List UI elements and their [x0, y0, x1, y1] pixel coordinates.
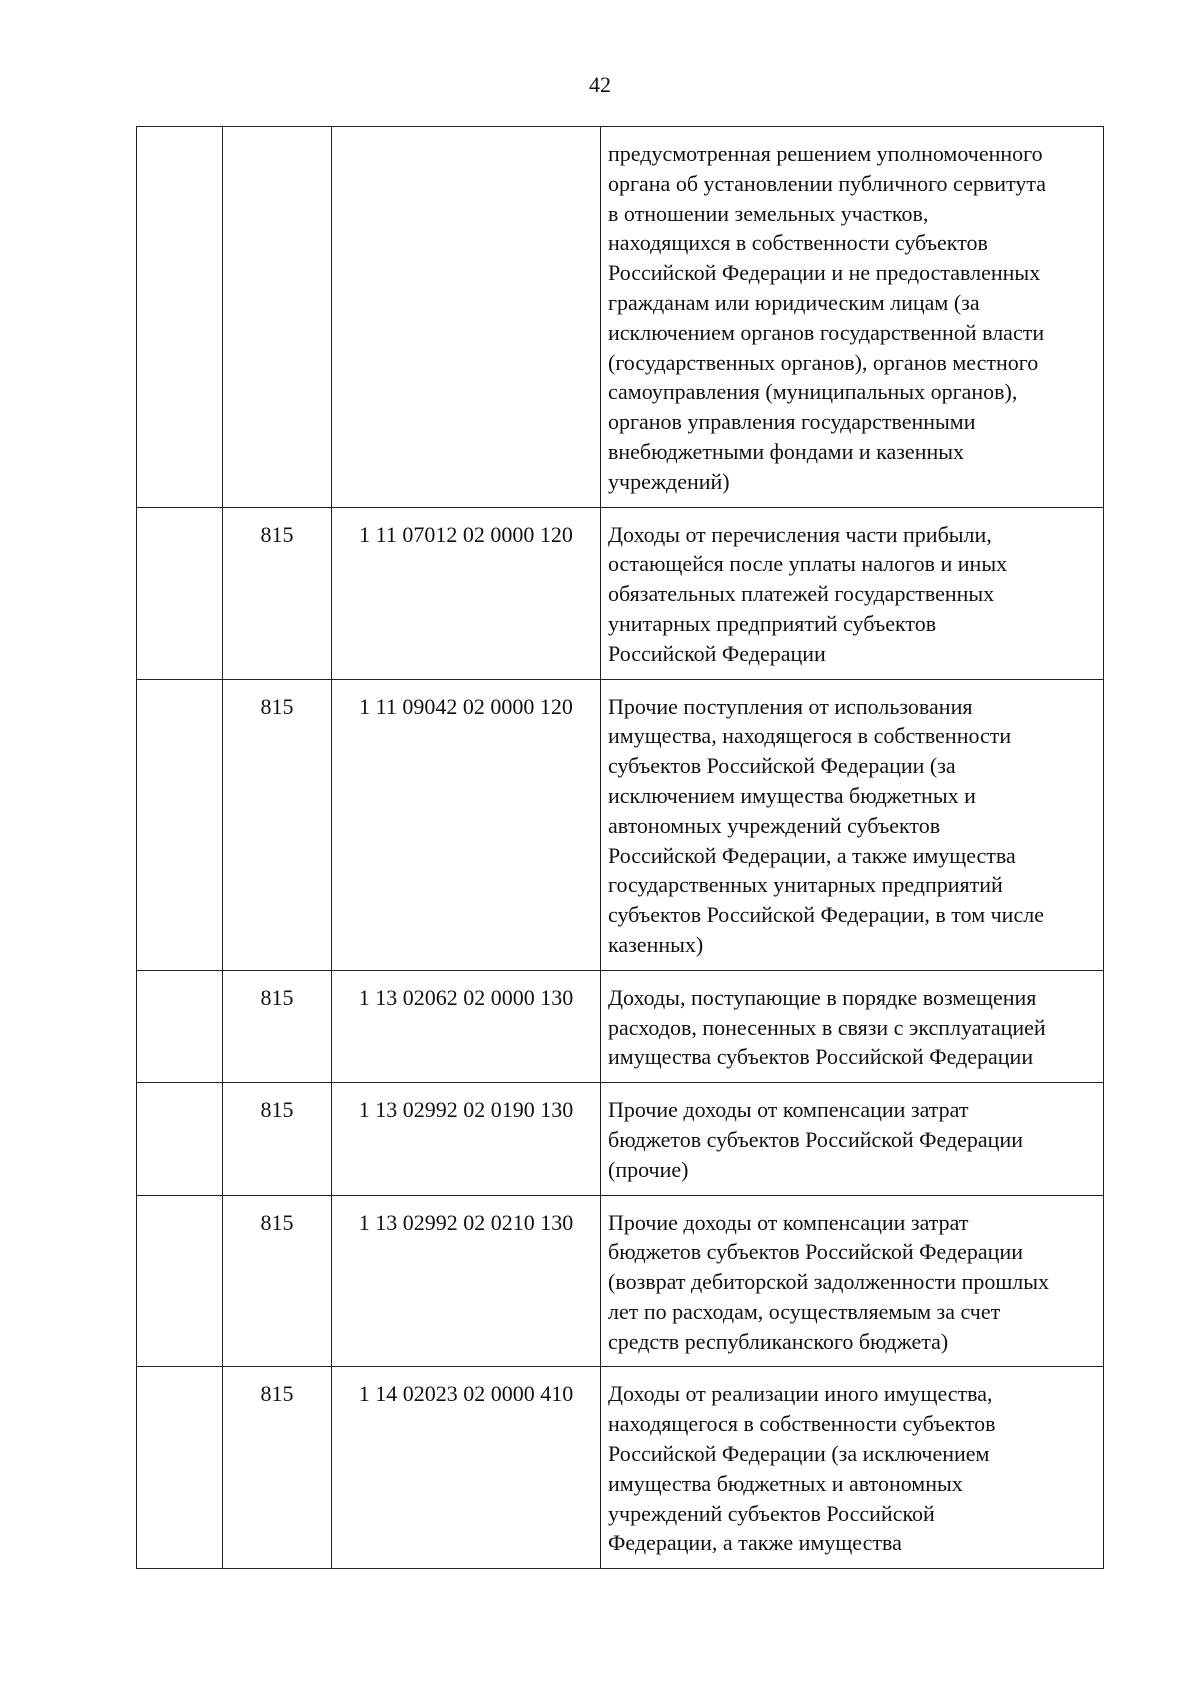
description-line: Федерации, а также имущества — [608, 1530, 902, 1556]
administrator-code-cell: 815 — [223, 679, 332, 970]
description-line: Российской Федерации и не предоставленных — [608, 260, 1041, 286]
row-number-cell — [137, 127, 223, 508]
description-line: находящихся в собственности субъектов — [608, 230, 988, 256]
description-line: внебюджетными фондами и казенных — [608, 438, 965, 464]
table-row — [137, 679, 1104, 970]
description-line: (государственных органов), органов местного — [608, 349, 1039, 375]
budget-classification-code-cell: 1 13 02062 02 0000 130 — [332, 970, 601, 1082]
row-number-cell — [137, 1195, 223, 1367]
revenue-description-cell — [601, 507, 1104, 679]
revenue-description-cell — [601, 1083, 1104, 1195]
row-number-cell — [137, 1367, 223, 1569]
description-line: имущества бюджетных и автономных — [608, 1470, 963, 1496]
administrator-code-cell — [223, 127, 332, 508]
description-line: средств республиканского бюджета) — [608, 1328, 949, 1354]
description-line: учреждений субъектов Российской — [608, 1500, 935, 1526]
description-line: Российской Федерации — [608, 640, 826, 666]
administrator-code-cell: 815 — [223, 1083, 332, 1195]
description-line: учреждений) — [608, 468, 730, 494]
budget-classification-code-cell — [332, 127, 601, 508]
description-line: Российской Федерации, а также имущества — [608, 842, 1016, 868]
table-row — [137, 1367, 1104, 1569]
description-line: исключением имущества бюджетных и — [608, 782, 976, 808]
description-line: субъектов Российской Федерации (за — [608, 753, 956, 779]
table-row — [137, 127, 1104, 508]
administrator-code-cell: 815 — [223, 1195, 332, 1367]
description-line: лет по расходам, осуществляемым за счет — [608, 1298, 1001, 1324]
description-line: (прочие) — [608, 1156, 689, 1182]
description-line: органа об установлении публичного сервитута — [608, 170, 1046, 196]
administrator-code-cell: 815 — [223, 507, 332, 679]
description-line: унитарных предприятий субъектов — [608, 610, 937, 636]
administrator-code-cell: 815 — [223, 1367, 332, 1569]
budget-classification-code-cell: 1 13 02992 02 0210 130 — [332, 1195, 601, 1367]
description-line: самоуправления (муниципальных органов), — [608, 379, 1018, 405]
description-line: гражданам или юридическим лицам (за — [608, 289, 980, 315]
budget-classification-code-cell: 1 11 09042 02 0000 120 — [332, 679, 601, 970]
row-number-cell — [137, 507, 223, 679]
revenue-description-cell — [601, 1367, 1104, 1569]
description-line: в отношении земельных участков, — [608, 200, 929, 226]
row-number-cell — [137, 970, 223, 1082]
row-number-cell — [137, 679, 223, 970]
table-row — [137, 970, 1104, 1082]
description-line: казенных) — [608, 931, 704, 957]
description-line: находящегося в собственности субъектов — [608, 1411, 996, 1437]
revenue-description-cell — [601, 127, 1104, 508]
budget-classification-code-cell: 1 13 02992 02 0190 130 — [332, 1083, 601, 1195]
description-line: органов управления государственными — [608, 409, 976, 435]
budget-classification-code-cell: 1 11 07012 02 0000 120 — [332, 507, 601, 679]
row-number-cell — [137, 1083, 223, 1195]
description-line: Прочие доходы от компенсации затрат — [608, 1097, 969, 1123]
description-line: Доходы от перечисления части прибыли, — [608, 521, 992, 547]
revenue-description-cell — [601, 679, 1104, 970]
description-line: имущества субъектов Российской Федерации — [608, 1044, 1034, 1070]
description-line: Доходы от реализации иного имущества, — [608, 1381, 993, 1407]
description-line: Прочие поступления от использования — [608, 693, 973, 719]
revenue-description-cell — [601, 1195, 1104, 1367]
description-line: бюджетов субъектов Российской Федерации — [608, 1126, 1023, 1152]
description-line: имущества, находящегося в собственности — [608, 723, 1012, 749]
description-line: государственных унитарных предприятий — [608, 872, 1003, 898]
administrator-code-cell: 815 — [223, 970, 332, 1082]
page-number: 42 — [589, 72, 611, 97]
revenue-description-cell — [601, 970, 1104, 1082]
description-line: субъектов Российской Федерации, в том числе — [608, 902, 1044, 928]
description-line: Российской Федерации (за исключением — [608, 1441, 990, 1467]
description-line: обязательных платежей государственных — [608, 581, 995, 607]
budget-classification-code-cell: 1 14 02023 02 0000 410 — [332, 1367, 601, 1569]
description-line: предусмотренная решением уполномоченного — [608, 141, 1043, 166]
description-line: бюджетов субъектов Российской Федерации — [608, 1239, 1023, 1265]
table-row — [137, 507, 1104, 679]
description-line: (возврат дебиторской задолженности прошлых — [608, 1269, 1050, 1295]
description-line: остающейся после уплаты налогов и иных — [608, 551, 1008, 577]
description-line: исключением органов государственной власти — [608, 319, 1045, 345]
description-line: Прочие доходы от компенсации затрат — [608, 1209, 969, 1235]
description-line: расходов, понесенных в связи с эксплуатацией — [608, 1014, 1046, 1040]
table-row — [137, 1195, 1104, 1367]
table-row — [137, 1083, 1104, 1195]
description-line: автономных учреждений субъектов — [608, 812, 941, 838]
description-line: Доходы, поступающие в порядке возмещения — [608, 984, 1037, 1010]
budget-revenue-table — [136, 126, 1104, 1569]
